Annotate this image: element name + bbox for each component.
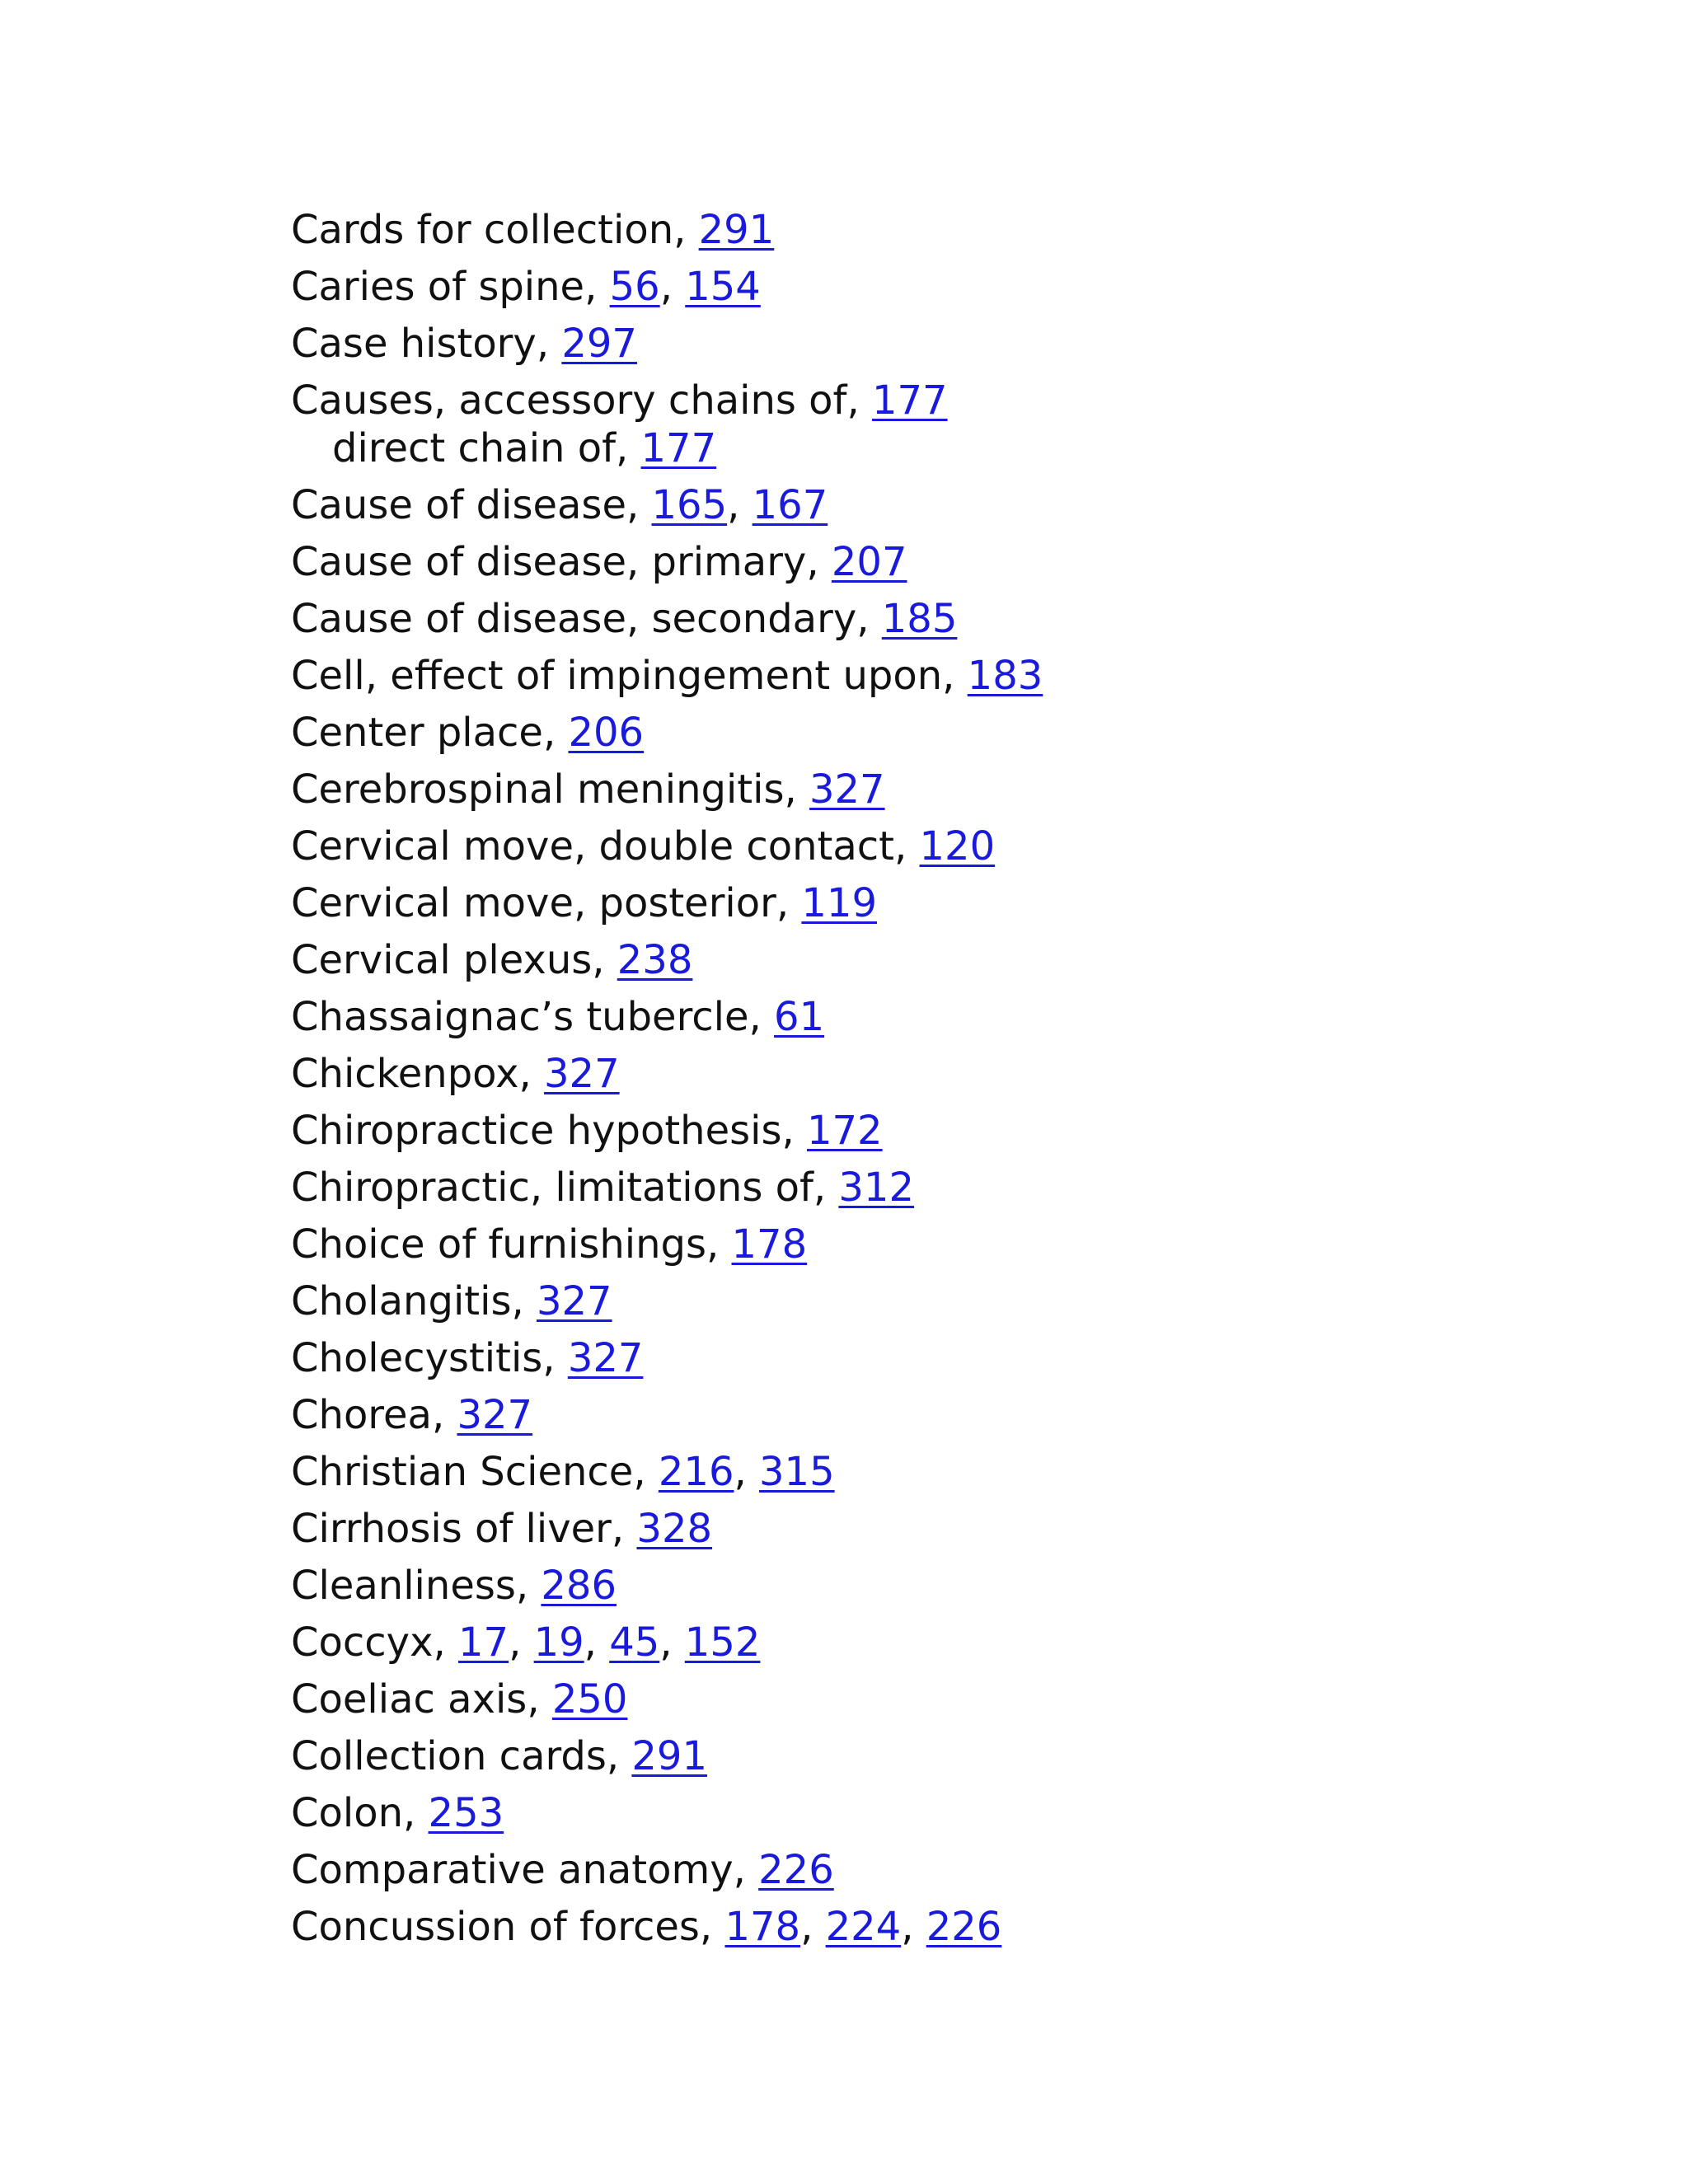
index-term: Cerebrospinal meningitis: [291, 766, 785, 813]
index-entry: [291, 1221, 1527, 1268]
page-link[interactable]: 206: [568, 710, 645, 756]
page-link[interactable]: 207: [831, 539, 907, 585]
page-link[interactable]: 167: [752, 482, 828, 528]
page-link[interactable]: 172: [806, 1108, 883, 1154]
separator: ,: [626, 482, 652, 528]
index-entry: [291, 1164, 1527, 1212]
index-entry: [291, 320, 1527, 368]
separator: ,: [781, 1108, 807, 1154]
separator: ,: [806, 539, 832, 585]
separator: ,: [633, 1449, 659, 1495]
page-link[interactable]: 216: [658, 1449, 734, 1495]
index-term: Cirrhosis of liver: [291, 1506, 612, 1552]
page-link[interactable]: 253: [428, 1790, 504, 1836]
index-term: Chiropractic, limitations of: [291, 1165, 814, 1211]
index-entry: [291, 1277, 1527, 1325]
index-entry: [291, 1107, 1527, 1155]
page-link[interactable]: 297: [561, 321, 637, 367]
index-entry: [291, 1846, 1527, 1894]
separator: ,: [727, 482, 753, 528]
separator: ,: [893, 823, 920, 869]
index-term: Chiropractice hypothesis: [291, 1108, 782, 1154]
page-link[interactable]: 315: [759, 1449, 835, 1495]
separator: ,: [813, 1165, 839, 1211]
page-link[interactable]: 152: [684, 1619, 761, 1666]
index-term: Comparative anatomy: [291, 1847, 734, 1893]
page-link[interactable]: 226: [758, 1847, 834, 1893]
index-entry: [291, 263, 1527, 311]
separator: ,: [673, 207, 699, 253]
page-link[interactable]: 17: [458, 1619, 509, 1666]
page-link[interactable]: 61: [774, 994, 825, 1040]
index-term: Case history: [291, 321, 537, 367]
index-entry: [291, 879, 1527, 927]
separator: ,: [584, 264, 610, 310]
separator: ,: [542, 1335, 568, 1381]
page-link[interactable]: 154: [685, 264, 761, 310]
index-term: Cholecystitis: [291, 1335, 543, 1381]
separator: ,: [659, 264, 686, 310]
index-entry: [291, 1505, 1527, 1553]
index-term: Cleanliness: [291, 1563, 516, 1609]
separator: ,: [748, 994, 775, 1040]
page-link[interactable]: 165: [651, 482, 728, 528]
separator: ,: [846, 377, 872, 424]
separator: ,: [611, 1506, 637, 1552]
index-entry: [291, 1732, 1527, 1780]
page-link[interactable]: 178: [731, 1221, 808, 1268]
page-link[interactable]: 327: [567, 1335, 644, 1381]
page-link[interactable]: 19: [533, 1619, 584, 1666]
index-term: Cause of disease: [291, 482, 626, 528]
separator: ,: [515, 1563, 542, 1609]
index-term: Colon: [291, 1790, 404, 1836]
separator: ,: [659, 1619, 685, 1666]
index-entry: [291, 823, 1527, 870]
separator: ,: [706, 1221, 732, 1268]
page-link[interactable]: 226: [926, 1904, 1002, 1950]
index-list: [291, 206, 1527, 1960]
separator: ,: [518, 1051, 544, 1097]
separator: ,: [511, 1278, 537, 1324]
separator: ,: [734, 1449, 759, 1495]
page-link[interactable]: 286: [541, 1563, 617, 1609]
separator: ,: [616, 425, 641, 471]
index-term: Cervical plexus: [291, 937, 593, 983]
page-link[interactable]: 45: [609, 1619, 660, 1666]
index-term: Choice of furnishings: [291, 1221, 706, 1268]
index-term: Cause of disease, primary: [291, 539, 807, 585]
index-term: Cell, effect of impingement upon: [291, 653, 943, 699]
separator: ,: [536, 321, 562, 367]
index-term: Chassaignac’s tubercle: [291, 994, 749, 1040]
page-link[interactable]: 178: [724, 1904, 801, 1950]
page-link[interactable]: 119: [801, 880, 878, 926]
index-entry: [291, 1619, 1527, 1666]
index-term: Chickenpox: [291, 1051, 519, 1097]
index-entry: [291, 206, 1527, 254]
index-entry: [291, 709, 1527, 757]
page-link[interactable]: 327: [457, 1392, 533, 1438]
page-link[interactable]: 291: [631, 1733, 707, 1779]
index-term: Cervical move, double contact: [291, 823, 894, 869]
separator: ,: [733, 1847, 759, 1893]
separator: ,: [584, 1619, 610, 1666]
index-term: Coeliac axis: [291, 1676, 528, 1722]
page-link[interactable]: 327: [809, 766, 885, 813]
index-entry: [291, 1391, 1527, 1439]
page-link[interactable]: 327: [536, 1278, 612, 1324]
index-entry: [291, 1050, 1527, 1098]
index-entry: [291, 481, 1527, 529]
page-link[interactable]: 291: [698, 207, 775, 253]
index-term: Causes, accessory chains of: [291, 377, 847, 424]
index-entry: [291, 1903, 1527, 1951]
separator: ,: [776, 880, 802, 926]
page-link[interactable]: 183: [967, 653, 1043, 699]
separator: ,: [592, 937, 617, 983]
page-link[interactable]: 120: [919, 823, 996, 869]
page-link[interactable]: 327: [543, 1051, 620, 1097]
index-term: direct chain of: [332, 425, 616, 471]
index-entry: [291, 1789, 1527, 1837]
index-term: Cards for collection: [291, 207, 674, 253]
index-term: Cervical move, posterior: [291, 880, 776, 926]
index-entry: [291, 1675, 1527, 1723]
index-term: Coccyx: [291, 1619, 434, 1666]
index-entry: [291, 595, 1527, 643]
separator: ,: [606, 1733, 632, 1779]
index-entry: [291, 1448, 1527, 1496]
separator: ,: [542, 710, 569, 756]
separator: ,: [403, 1790, 429, 1836]
index-term: Christian Science: [291, 1449, 634, 1495]
separator: ,: [699, 1904, 725, 1950]
separator: ,: [901, 1904, 926, 1950]
page-link[interactable]: 177: [640, 425, 717, 471]
index-entry: [291, 1562, 1527, 1610]
index-term: Cause of disease, secondary: [291, 596, 857, 642]
page-link[interactable]: 185: [881, 596, 958, 642]
separator: ,: [433, 1619, 458, 1666]
page-link[interactable]: 328: [636, 1506, 713, 1552]
index-term: Caries of spine: [291, 264, 585, 310]
index-entry: [291, 377, 1527, 424]
page-link[interactable]: 312: [838, 1165, 915, 1211]
index-entry: [291, 766, 1527, 813]
page-link[interactable]: 250: [551, 1676, 628, 1722]
separator: ,: [431, 1392, 457, 1438]
index-term: Cholangitis: [291, 1278, 512, 1324]
index-term: Chorea: [291, 1392, 432, 1438]
separator: ,: [856, 596, 882, 642]
separator: ,: [800, 1904, 826, 1950]
page-link[interactable]: 56: [609, 264, 660, 310]
index-term: Collection cards: [291, 1733, 607, 1779]
index-entry: [291, 652, 1527, 700]
index-entry: [291, 538, 1527, 586]
page-link[interactable]: 177: [871, 377, 948, 424]
separator: ,: [509, 1619, 534, 1666]
page-link[interactable]: 238: [617, 937, 693, 983]
index-entry: [291, 993, 1527, 1041]
index-subentry: [291, 424, 1527, 472]
index-entry: [291, 936, 1527, 984]
separator: ,: [784, 766, 809, 813]
separator: ,: [942, 653, 968, 699]
separator: ,: [527, 1676, 552, 1722]
index-term: Concussion of forces: [291, 1904, 700, 1950]
index-entry: [291, 1334, 1527, 1382]
page-link[interactable]: 224: [825, 1904, 902, 1950]
index-term: Center place: [291, 710, 543, 756]
